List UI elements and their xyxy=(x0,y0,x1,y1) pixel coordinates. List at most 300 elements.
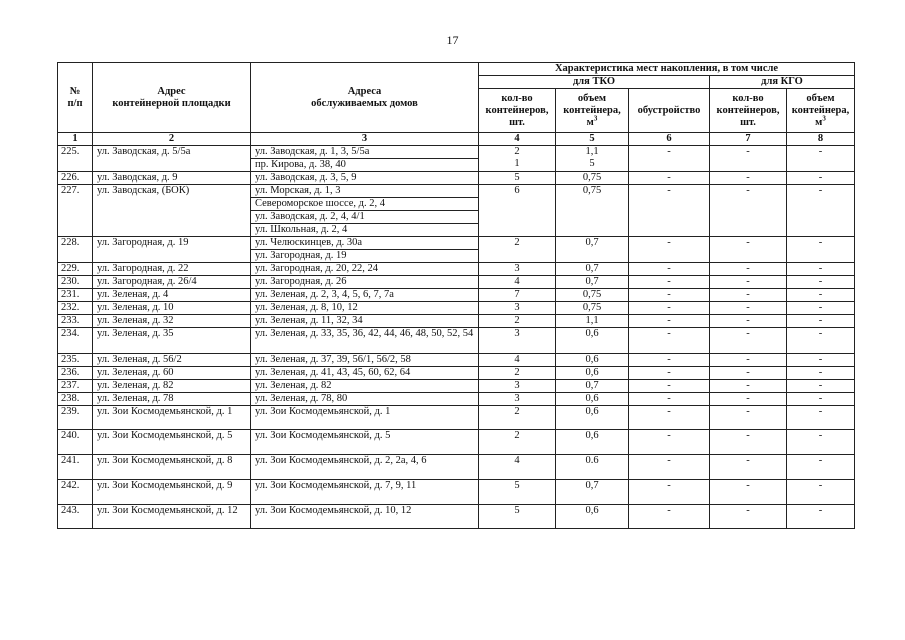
kgo-volume-value: - xyxy=(818,172,823,183)
tko-volume xyxy=(556,146,629,172)
kgo-count xyxy=(710,430,787,455)
served-house: ул. Зои Космодемьянской, д. 7, 9, 11 xyxy=(255,480,417,491)
kgo-volume xyxy=(787,172,855,185)
tko-count xyxy=(479,480,556,505)
row-number xyxy=(58,263,93,276)
site-address xyxy=(93,455,251,480)
tko-volume-value: 0,6 xyxy=(585,354,599,365)
site-address-text: ул. Зои Космодемьянской, д. 9 xyxy=(97,480,233,491)
served-houses xyxy=(251,480,479,505)
tko-arrangement-value: - xyxy=(667,302,671,313)
kgo-volume-value: - xyxy=(818,380,823,391)
kgo-count-value: - xyxy=(746,276,750,287)
tko-volume-value: 0,75 xyxy=(582,185,602,196)
tko-volume-value: 0,6 xyxy=(585,505,599,516)
header-address: Адрес контейнерной площадки xyxy=(93,63,251,133)
tko-count xyxy=(479,263,556,276)
kgo-volume-value: - xyxy=(818,302,823,313)
tko-arrangement-value: - xyxy=(667,289,671,300)
tko-volume xyxy=(556,380,629,393)
tko-arrangement xyxy=(629,237,710,263)
kgo-count-value: - xyxy=(746,172,750,183)
kgo-count xyxy=(710,406,787,430)
tko-volume-value: 0,75 xyxy=(582,302,602,313)
table-row xyxy=(58,354,855,367)
kgo-count-value: - xyxy=(746,430,750,441)
served-houses xyxy=(251,406,479,430)
tko-arrangement xyxy=(629,406,710,430)
served-houses xyxy=(251,185,479,237)
site-address-text: ул. Заводская, д. 9 xyxy=(97,172,178,183)
served-houses xyxy=(251,380,479,393)
tko-arrangement-value: - xyxy=(667,354,671,365)
row-number xyxy=(58,289,93,302)
served-house: ул. Морская, д. 1, 3 xyxy=(255,185,341,196)
tko-arrangement xyxy=(629,367,710,380)
site-address-text: ул. Заводская, (БОК) xyxy=(97,185,190,196)
tko-count xyxy=(479,367,556,380)
site-address xyxy=(93,505,251,529)
tko-volume-value: 0.6 xyxy=(585,455,599,466)
tko-count xyxy=(479,393,556,406)
row-number xyxy=(58,455,93,480)
tko-arrangement xyxy=(629,172,710,185)
tko-arrangement-value: - xyxy=(667,430,671,441)
row-number xyxy=(58,315,93,328)
tko-count-value: 6 xyxy=(514,185,520,196)
served-houses xyxy=(251,354,479,367)
tko-arrangement xyxy=(629,455,710,480)
tko-volume xyxy=(556,263,629,276)
site-address-text: ул. Зеленая, д. 56/2 xyxy=(97,354,182,365)
row-number xyxy=(58,146,93,172)
site-address-text: ул. Зои Космодемьянской, д. 12 xyxy=(97,505,238,516)
kgo-count xyxy=(710,237,787,263)
tko-arrangement xyxy=(629,315,710,328)
served-houses xyxy=(251,430,479,455)
header-kgo-volume: объем контейнера, $м^3$ xyxy=(787,89,855,133)
tko-arrangement xyxy=(629,146,710,172)
table-row xyxy=(58,406,855,430)
kgo-volume-value: - xyxy=(818,146,823,157)
column-number: 8 xyxy=(787,133,855,146)
kgo-volume-value: - xyxy=(818,185,823,196)
row-number-text: 235. xyxy=(61,354,80,365)
tko-volume-value: 0,6 xyxy=(585,367,599,378)
tko-volume-value: 0,75 xyxy=(582,172,602,183)
site-address-text: ул. Зеленая, д. 10 xyxy=(97,302,174,313)
kgo-count xyxy=(710,505,787,529)
tko-volume xyxy=(556,354,629,367)
tko-count-value: 2 xyxy=(514,237,520,248)
tko-volume-value: 0,75 xyxy=(582,289,602,300)
tko-volume-value: 5 xyxy=(589,158,595,169)
kgo-volume xyxy=(787,289,855,302)
tko-volume xyxy=(556,328,629,354)
site-address-text: ул. Зеленая, д. 78 xyxy=(97,393,174,404)
row-number-text: 226. xyxy=(61,172,80,183)
site-address xyxy=(93,289,251,302)
kgo-count xyxy=(710,367,787,380)
column-number: 3 xyxy=(251,133,479,146)
kgo-count xyxy=(710,172,787,185)
site-address-text: ул. Заводская, д. 5/5а xyxy=(97,146,191,157)
tko-volume-value: 1,1 xyxy=(585,315,599,326)
kgo-volume xyxy=(787,480,855,505)
served-house: ул. Зои Космодемьянской, д. 10, 12 xyxy=(255,505,412,516)
site-address-text: ул. Загородная, д. 22 xyxy=(97,263,189,274)
row-number-text: 242. xyxy=(61,480,80,491)
tko-count-value: 4 xyxy=(514,276,520,287)
kgo-count-value: - xyxy=(746,315,750,326)
site-address xyxy=(93,480,251,505)
row-number-text: 237. xyxy=(61,380,80,391)
kgo-volume xyxy=(787,328,855,354)
table-row xyxy=(58,185,855,237)
row-number xyxy=(58,430,93,455)
tko-count-value: 4 xyxy=(514,455,520,466)
site-address-text: ул. Зеленая, д. 4 xyxy=(97,289,169,300)
tko-volume xyxy=(556,302,629,315)
tko-count xyxy=(479,430,556,455)
tko-volume xyxy=(556,480,629,505)
tko-volume-value: 0,7 xyxy=(585,480,599,491)
kgo-volume xyxy=(787,455,855,480)
kgo-count-value: - xyxy=(746,263,750,274)
row-number xyxy=(58,354,93,367)
tko-count xyxy=(479,172,556,185)
row-number-text: 230. xyxy=(61,276,80,287)
tko-volume-value: 0,6 xyxy=(585,393,599,404)
served-house: ул. Загородная, д. 20, 22, 24 xyxy=(255,263,378,274)
served-house: ул. Челюскинцев, д. 30а xyxy=(255,237,363,248)
site-address xyxy=(93,302,251,315)
tko-count xyxy=(479,289,556,302)
tko-count-value: 3 xyxy=(514,302,520,313)
tko-volume-value: 0,6 xyxy=(585,328,599,339)
row-number xyxy=(58,276,93,289)
row-number-text: 229. xyxy=(61,263,80,274)
table-row xyxy=(58,289,855,302)
row-number xyxy=(58,480,93,505)
site-address-text: ул. Зеленая, д. 82 xyxy=(97,380,174,391)
tko-volume-value: 0,6 xyxy=(585,430,599,441)
container-sites-table xyxy=(57,62,855,529)
tko-count-value: 3 xyxy=(514,393,520,404)
kgo-volume xyxy=(787,505,855,529)
served-houses xyxy=(251,328,479,354)
kgo-count-value: - xyxy=(746,380,750,391)
kgo-count-value: - xyxy=(746,302,750,313)
tko-count-value: 4 xyxy=(514,354,520,365)
tko-arrangement-value: - xyxy=(667,185,671,196)
kgo-volume-value: - xyxy=(818,455,823,466)
site-address-text: ул. Зеленая, д. 35 xyxy=(97,328,174,339)
served-house: ул. Зои Космодемьянской, д. 5 xyxy=(255,430,391,441)
site-address xyxy=(93,380,251,393)
kgo-count xyxy=(710,276,787,289)
served-house: ул. Заводская, д. 3, 5, 9 xyxy=(255,172,357,183)
kgo-volume xyxy=(787,354,855,367)
served-house: ул. Зои Космодемьянской, д. 2, 2а, 4, 6 xyxy=(255,455,427,466)
kgo-volume-value: - xyxy=(818,430,823,441)
table-row xyxy=(58,172,855,185)
row-number-text: 241. xyxy=(61,455,80,466)
tko-volume-value: 0,7 xyxy=(585,380,599,391)
served-houses xyxy=(251,393,479,406)
kgo-volume-value: - xyxy=(818,354,823,365)
column-number: 6 xyxy=(629,133,710,146)
kgo-count xyxy=(710,328,787,354)
kgo-volume-value: - xyxy=(818,328,823,339)
tko-volume-value: 0,7 xyxy=(585,276,599,287)
table-row xyxy=(58,505,855,529)
tko-volume xyxy=(556,393,629,406)
row-number xyxy=(58,302,93,315)
kgo-volume-value: - xyxy=(818,315,823,326)
tko-volume-value: 0,7 xyxy=(585,263,599,274)
kgo-volume-value: - xyxy=(818,480,823,491)
row-number-text: 243. xyxy=(61,505,80,516)
tko-arrangement-value: - xyxy=(667,146,671,157)
kgo-volume xyxy=(787,263,855,276)
kgo-volume-value: - xyxy=(818,276,823,287)
header-tko: для ТКО xyxy=(479,76,710,89)
row-number xyxy=(58,172,93,185)
tko-count-value: 3 xyxy=(514,263,520,274)
served-house: ул. Загородная, д. 19 xyxy=(251,249,478,262)
column-number: 1 xyxy=(58,133,93,146)
site-address xyxy=(93,393,251,406)
table-body xyxy=(58,146,855,529)
kgo-volume-value: - xyxy=(818,263,823,274)
tko-count xyxy=(479,406,556,430)
kgo-volume xyxy=(787,185,855,237)
served-house: ул. Зеленая, д. 33, 35, 36, 42, 44, 46, 48, 50, 52, 54 xyxy=(255,328,474,339)
kgo-count xyxy=(710,263,787,276)
served-houses xyxy=(251,455,479,480)
tko-count xyxy=(479,146,556,172)
site-address xyxy=(93,146,251,172)
table-row xyxy=(58,263,855,276)
served-houses xyxy=(251,263,479,276)
tko-arrangement xyxy=(629,185,710,237)
tko-count-value: 1 xyxy=(514,158,520,169)
tko-count-value: 2 xyxy=(514,367,520,378)
tko-count xyxy=(479,185,556,237)
kgo-volume xyxy=(787,430,855,455)
tko-arrangement xyxy=(629,302,710,315)
header-tko-count: кол-во контейнеров, шт. xyxy=(479,89,556,133)
row-number-text: 232. xyxy=(61,302,80,313)
tko-arrangement-value: - xyxy=(667,237,671,248)
tko-volume xyxy=(556,315,629,328)
tko-volume xyxy=(556,237,629,263)
header-tko-volume: объем контейнера, $м^3$ xyxy=(556,89,629,133)
tko-arrangement-value: - xyxy=(667,172,671,183)
kgo-count-value: - xyxy=(746,406,750,417)
tko-volume xyxy=(556,455,629,480)
kgo-count-value: - xyxy=(746,505,750,516)
header-column-numbers xyxy=(58,133,855,146)
tko-count xyxy=(479,237,556,263)
row-number xyxy=(58,406,93,430)
kgo-count-value: - xyxy=(746,185,750,196)
tko-arrangement xyxy=(629,289,710,302)
kgo-volume xyxy=(787,276,855,289)
tko-arrangement xyxy=(629,505,710,529)
table-row xyxy=(58,146,855,172)
served-houses xyxy=(251,367,479,380)
tko-arrangement-value: - xyxy=(667,328,671,339)
tko-arrangement xyxy=(629,393,710,406)
tko-count xyxy=(479,505,556,529)
site-address-text: ул. Зеленая, д. 60 xyxy=(97,367,174,378)
tko-arrangement xyxy=(629,430,710,455)
site-address xyxy=(93,276,251,289)
served-house: ул. Школьная, д. 2, 4 xyxy=(251,223,478,236)
tko-count xyxy=(479,380,556,393)
site-address xyxy=(93,263,251,276)
kgo-count-value: - xyxy=(746,367,750,378)
table-row xyxy=(58,276,855,289)
served-house: ул. Зои Космодемьянской, д. 1 xyxy=(255,406,391,417)
tko-count xyxy=(479,315,556,328)
site-address xyxy=(93,367,251,380)
column-number: 5 xyxy=(556,133,629,146)
tko-count xyxy=(479,302,556,315)
header-tko-arrangement: обустройство xyxy=(629,89,710,133)
tko-volume xyxy=(556,367,629,380)
served-houses xyxy=(251,289,479,302)
tko-volume-value: 1,1 xyxy=(585,146,599,157)
tko-arrangement-value: - xyxy=(667,480,671,491)
header-num: № п/п xyxy=(58,63,93,133)
tko-count-value: 5 xyxy=(514,480,520,491)
kgo-volume xyxy=(787,302,855,315)
site-address xyxy=(93,406,251,430)
kgo-volume xyxy=(787,367,855,380)
site-address-text: ул. Зеленая, д. 32 xyxy=(97,315,174,326)
site-address-text: ул. Зои Космодемьянской, д. 1 xyxy=(97,406,233,417)
kgo-count-value: - xyxy=(746,354,750,365)
column-number: 2 xyxy=(93,133,251,146)
tko-arrangement xyxy=(629,276,710,289)
tko-count xyxy=(479,328,556,354)
tko-arrangement-value: - xyxy=(667,393,671,404)
header-served-houses: Адреса обслуживаемых домов xyxy=(251,63,479,133)
served-house: ул. Загородная, д. 26 xyxy=(255,276,347,287)
row-number-text: 240. xyxy=(61,430,80,441)
table-row xyxy=(58,393,855,406)
served-houses xyxy=(251,315,479,328)
row-number xyxy=(58,393,93,406)
kgo-volume-value: - xyxy=(818,406,823,417)
tko-volume xyxy=(556,289,629,302)
kgo-count xyxy=(710,380,787,393)
kgo-volume xyxy=(787,146,855,172)
table-row xyxy=(58,380,855,393)
kgo-count-value: - xyxy=(746,146,750,157)
served-houses xyxy=(251,302,479,315)
row-number-text: 227. xyxy=(61,185,80,196)
row-number-text: 225. xyxy=(61,146,80,157)
served-house: ул. Зеленая, д. 8, 10, 12 xyxy=(255,302,358,313)
kgo-count-value: - xyxy=(746,289,750,300)
site-address-text: ул. Загородная, д. 26/4 xyxy=(97,276,197,287)
tko-count-value: 7 xyxy=(514,289,520,300)
tko-arrangement-value: - xyxy=(667,263,671,274)
site-address xyxy=(93,172,251,185)
tko-arrangement-value: - xyxy=(667,276,671,287)
served-house: пр. Кирова, д. 38, 40 xyxy=(251,158,478,171)
tko-count-value: 2 xyxy=(514,315,520,326)
site-address xyxy=(93,354,251,367)
site-address xyxy=(93,328,251,354)
served-houses xyxy=(251,505,479,529)
row-number xyxy=(58,328,93,354)
tko-count-value: 3 xyxy=(514,328,520,339)
row-number xyxy=(58,367,93,380)
tko-volume xyxy=(556,185,629,237)
row-number-text: 231. xyxy=(61,289,80,300)
tko-arrangement-value: - xyxy=(667,380,671,391)
site-address-text: ул. Зои Космодемьянской, д. 8 xyxy=(97,455,233,466)
kgo-volume-value: - xyxy=(818,289,823,300)
kgo-volume xyxy=(787,237,855,263)
site-address xyxy=(93,185,251,237)
table-row xyxy=(58,455,855,480)
kgo-count xyxy=(710,455,787,480)
site-address xyxy=(93,315,251,328)
served-houses xyxy=(251,237,479,263)
kgo-volume xyxy=(787,393,855,406)
tko-arrangement-value: - xyxy=(667,406,671,417)
kgo-volume xyxy=(787,406,855,430)
header-kgo: для КГО xyxy=(710,76,855,89)
served-houses xyxy=(251,172,479,185)
kgo-count-value: - xyxy=(746,480,750,491)
tko-arrangement xyxy=(629,328,710,354)
row-number-text: 236. xyxy=(61,367,80,378)
tko-volume xyxy=(556,406,629,430)
kgo-count-value: - xyxy=(746,237,750,248)
tko-count xyxy=(479,276,556,289)
kgo-volume-value: - xyxy=(818,505,823,516)
header-kgo-count: кол-во контейнеров, шт. xyxy=(710,89,787,133)
tko-count xyxy=(479,354,556,367)
served-house: ул. Зеленая, д. 37, 39, 56/1, 56/2, 58 xyxy=(255,354,411,365)
row-number-text: 233. xyxy=(61,315,80,326)
kgo-volume-value: - xyxy=(818,237,823,248)
row-number xyxy=(58,237,93,263)
tko-volume-value: 0,6 xyxy=(585,406,599,417)
table-row xyxy=(58,430,855,455)
row-number-text: 239. xyxy=(61,406,80,417)
table-header xyxy=(58,63,855,146)
served-house: ул. Зеленая, д. 78, 80 xyxy=(255,393,348,404)
tko-volume xyxy=(556,430,629,455)
tko-volume-value: 0,7 xyxy=(585,237,599,248)
page-number: 17 xyxy=(446,33,459,47)
served-house: ул. Заводская, д. 2, 4, 4/1 xyxy=(251,210,478,223)
tko-arrangement-value: - xyxy=(667,505,671,516)
tko-arrangement xyxy=(629,480,710,505)
column-number: 4 xyxy=(479,133,556,146)
tko-volume xyxy=(556,172,629,185)
kgo-count xyxy=(710,315,787,328)
served-houses xyxy=(251,146,479,172)
